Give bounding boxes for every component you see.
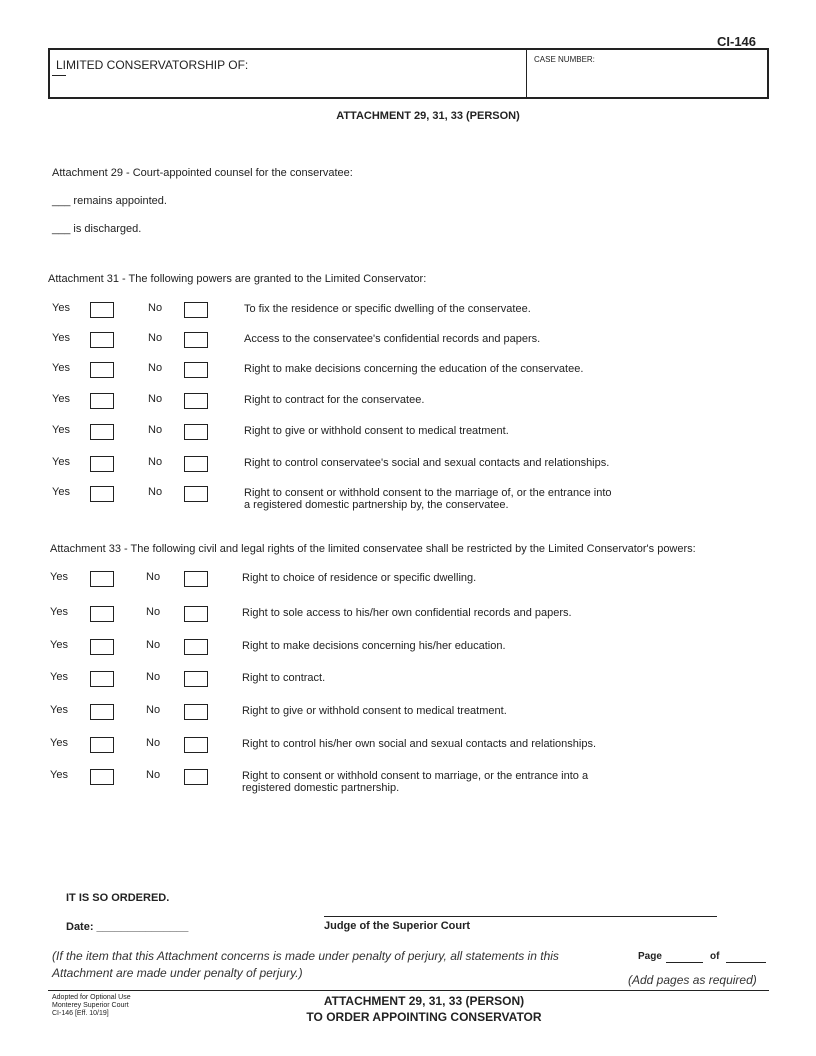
section31-yes-checkbox[interactable] — [90, 302, 114, 318]
section31-no-checkbox[interactable] — [184, 332, 208, 348]
section33-yes-checkbox[interactable] — [90, 704, 114, 720]
section29-option-discharged[interactable]: ___ is discharged. — [52, 223, 142, 235]
of-label: of — [710, 951, 720, 962]
section33-no-checkbox[interactable] — [184, 737, 208, 753]
section31-no-label: No — [148, 486, 163, 498]
page-total-field[interactable] — [726, 962, 766, 963]
section33-yes-label: Yes — [50, 769, 68, 781]
so-ordered: IT IS SO ORDERED. — [66, 892, 170, 904]
case-number-label: CASE NUMBER: — [534, 55, 595, 64]
section31-heading: Attachment 31 - The following powers are granted to the Limited Conservator: — [48, 273, 427, 285]
section33-no-label: No — [146, 671, 161, 683]
section33-yes-checkbox[interactable] — [90, 737, 114, 753]
section31-yes-label: Yes — [52, 393, 70, 405]
section31-no-label: No — [148, 424, 163, 436]
section33-no-label: No — [146, 704, 161, 716]
perjury-note-line2: Attachment are made under penalty of perjury.) — [52, 966, 303, 980]
section29-option-remains[interactable]: ___ remains appointed. — [52, 195, 167, 207]
section31-item-text: Access to the conservatee's confidential records and papers. — [244, 333, 541, 345]
section31-item-text: Right to make decisions concerning the education of the conservatee. — [244, 363, 584, 375]
section33-no-checkbox[interactable] — [184, 571, 208, 587]
perjury-note-line1: (If the item that this Attachment concerns is made under penalty of perjury, all statements in this — [52, 949, 559, 963]
section31-yes-checkbox[interactable] — [90, 362, 114, 378]
section33-no-checkbox[interactable] — [184, 769, 208, 785]
section31-yes-checkbox[interactable] — [90, 456, 114, 472]
judge-label: Judge of the Superior Court — [324, 920, 471, 932]
section33-yes-label: Yes — [50, 639, 68, 651]
section31-no-label: No — [148, 393, 163, 405]
page-number-field[interactable] — [666, 962, 703, 963]
section31-yes-label: Yes — [52, 302, 70, 314]
form-id: CI-146 — [717, 34, 757, 49]
section31-item-text: Right to consent or withhold consent to the marriage of, or the entrance into — [244, 487, 612, 499]
section33-item-text: Right to give or withhold consent to medical treatment. — [242, 705, 507, 717]
section31-yes-label: Yes — [52, 486, 70, 498]
section33-item-text: Right to contract. — [242, 672, 326, 684]
section33-yes-checkbox[interactable] — [90, 571, 114, 587]
section31-item-text: a registered domestic partnership by, the conservatee. — [244, 499, 509, 511]
section33-item-text: Right to control his/her own social and sexual contacts and relationships. — [242, 738, 597, 750]
section31-yes-label: Yes — [52, 424, 70, 436]
section31-yes-checkbox[interactable] — [90, 424, 114, 440]
section33-yes-label: Yes — [50, 737, 68, 749]
section31-no-checkbox[interactable] — [184, 393, 208, 409]
section33-no-checkbox[interactable] — [184, 671, 208, 687]
section31-no-checkbox[interactable] — [184, 486, 208, 502]
section31-no-checkbox[interactable] — [184, 362, 208, 378]
section33-yes-label: Yes — [50, 671, 68, 683]
section33-yes-label: Yes — [50, 571, 68, 583]
section33-no-label: No — [146, 639, 161, 651]
section31-no-checkbox[interactable] — [184, 424, 208, 440]
page-label: Page — [638, 951, 662, 962]
footer-title — [0, 993, 816, 1025]
section31-item-text: To fix the residence or specific dwelling of the conservatee. — [244, 303, 531, 315]
section33-yes-label: Yes — [50, 606, 68, 618]
attachment-title: ATTACHMENT 29, 31, 33 (PERSON) — [336, 110, 520, 122]
section33-item-text: Right to consent or withhold consent to marriage, or the entrance into a — [242, 770, 589, 782]
section31-no-label: No — [148, 456, 163, 468]
section31-item-text: Right to give or withhold consent to medical treatment. — [244, 425, 509, 437]
section33-item-text: Right to sole access to his/her own confidential records and papers. — [242, 607, 572, 619]
section31-yes-label: Yes — [52, 362, 70, 374]
adopted-line3: CI-146 [Eff. 10/19] — [52, 1010, 109, 1017]
section31-no-label: No — [148, 332, 163, 344]
section33-no-checkbox[interactable] — [184, 639, 208, 655]
section31-yes-checkbox[interactable] — [90, 486, 114, 502]
section33-item-text: Right to choice of residence or specific dwelling. — [242, 572, 477, 584]
section31-no-checkbox[interactable] — [184, 302, 208, 318]
case-header-divider — [526, 50, 527, 99]
section31-item-text: Right to control conservatee's social and sexual contacts and relationships. — [244, 457, 610, 469]
section33-no-checkbox[interactable] — [184, 704, 208, 720]
section33-yes-checkbox[interactable] — [90, 769, 114, 785]
add-pages-note: (Add pages as required) — [628, 973, 757, 987]
section33-yes-label: Yes — [50, 704, 68, 716]
footer-rule — [48, 990, 769, 991]
section31-yes-label: Yes — [52, 456, 70, 468]
case-title-tick — [52, 75, 66, 76]
date-label[interactable]: Date: _______________ — [66, 921, 189, 933]
section33-heading: Attachment 33 - The following civil and legal rights of the limited conservatee shall be restricted by the Limited Conservator's powers: — [50, 543, 696, 555]
section31-yes-checkbox[interactable] — [90, 393, 114, 409]
case-number-input[interactable] — [534, 68, 768, 94]
case-header-box — [48, 48, 769, 99]
section33-yes-checkbox[interactable] — [90, 606, 114, 622]
section33-item-text: Right to make decisions concerning his/her education. — [242, 640, 506, 652]
judge-signature-line[interactable] — [324, 916, 717, 917]
footer-title-line2: TO ORDER APPOINTING CONSERVATOR — [306, 1010, 542, 1024]
section31-yes-label: Yes — [52, 332, 70, 344]
section31-yes-checkbox[interactable] — [90, 332, 114, 348]
section31-no-label: No — [148, 362, 163, 374]
case-title-label: LIMITED CONSERVATORSHIP OF: — [56, 58, 249, 72]
section33-yes-checkbox[interactable] — [90, 671, 114, 687]
section31-no-checkbox[interactable] — [184, 456, 208, 472]
section31-item-text: Right to contract for the conservatee. — [244, 394, 425, 406]
section31-no-label: No — [148, 302, 163, 314]
section33-no-label: No — [146, 606, 161, 618]
section33-no-label: No — [146, 737, 161, 749]
footer-title-line1: ATTACHMENT 29, 31, 33 (PERSON) — [323, 994, 525, 1008]
section29-heading: Attachment 29 - Court-appointed counsel for the conservatee: — [52, 167, 353, 179]
adopted-line2: Monterey Superior Court — [52, 1002, 129, 1009]
section33-yes-checkbox[interactable] — [90, 639, 114, 655]
section33-no-label: No — [146, 769, 161, 781]
section33-item-text: registered domestic partnership. — [242, 782, 400, 794]
section33-no-label: No — [146, 571, 161, 583]
section33-no-checkbox[interactable] — [184, 606, 208, 622]
adopted-line1: Adopted for Optional Use — [52, 994, 131, 1001]
